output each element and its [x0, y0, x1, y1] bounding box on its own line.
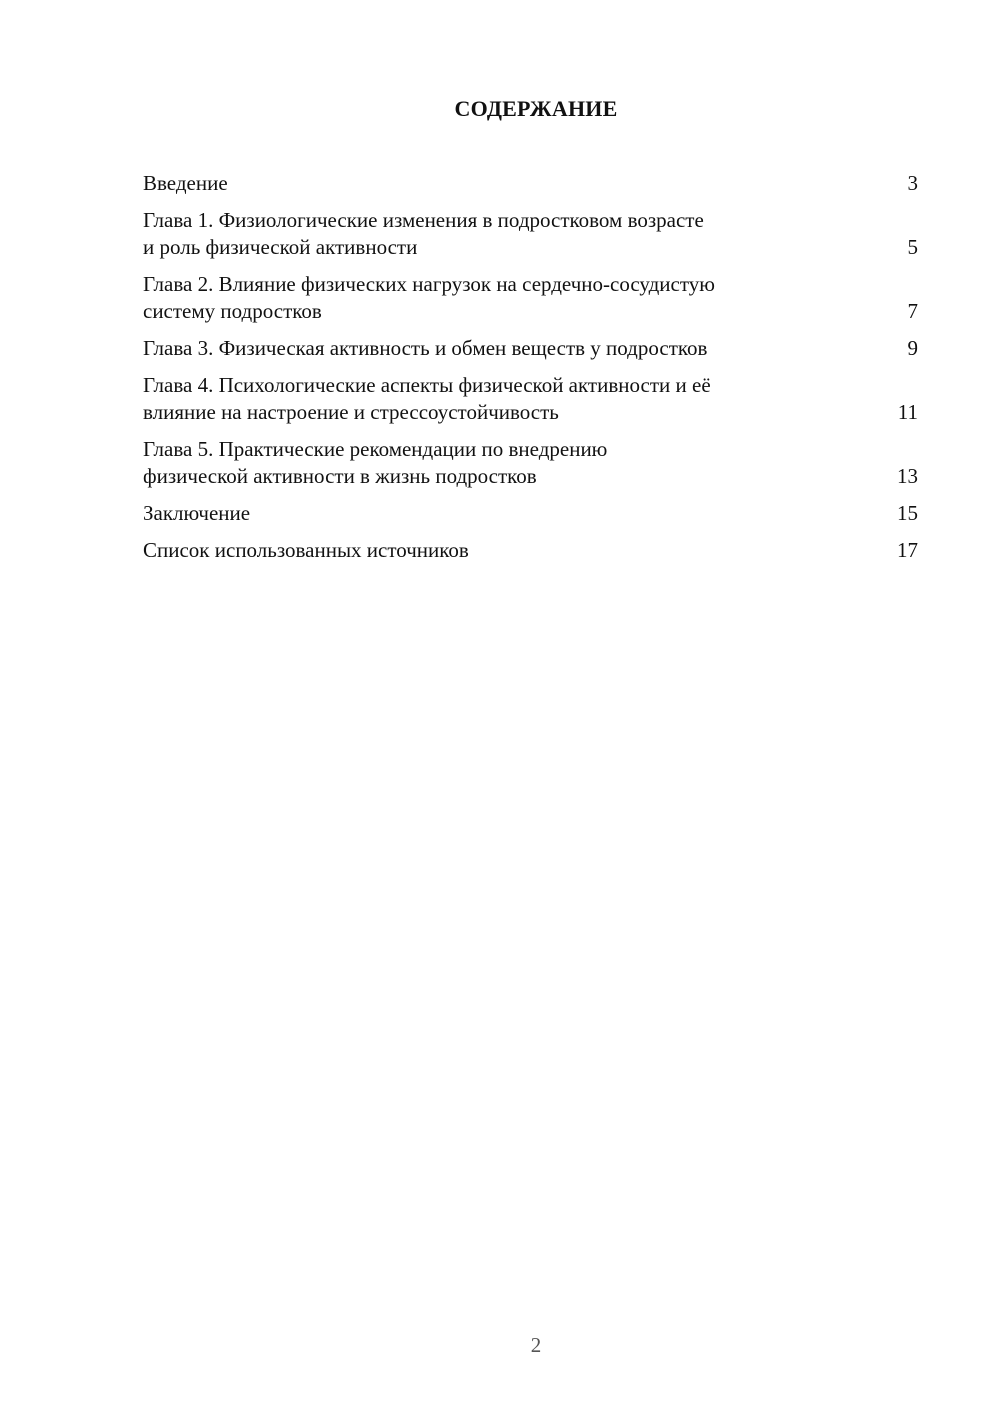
toc-entry-title — [143, 335, 833, 362]
toc-entry-page: 5 — [907, 235, 918, 259]
toc-entry-chapter-3[interactable] — [143, 335, 918, 362]
toc-entry-page: 3 — [907, 171, 918, 195]
toc-entry-title — [143, 207, 833, 261]
toc-entry-page: 7 — [907, 299, 918, 323]
toc-entry-page: 13 — [897, 464, 918, 488]
toc-entry-title — [143, 170, 833, 197]
toc-entry-chapter-2[interactable] — [143, 271, 918, 325]
toc-entry-title — [143, 500, 833, 527]
toc-entry-line: Глава 5. Практические рекомендации по внедрению — [143, 437, 608, 461]
toc-entry-line: физической активности в жизнь подростков — [143, 464, 537, 488]
toc-entry-line: систему подростков — [143, 299, 322, 323]
toc-entry-conclusion[interactable] — [143, 500, 918, 527]
toc-entry-line: Глава 4. Психологические аспекты физической активности и её — [143, 373, 711, 397]
toc-entry-page: 17 — [897, 538, 918, 562]
toc-entry-line: Глава 2. Влияние физических нагрузок на сердечно-сосудистую — [143, 272, 715, 296]
toc-entry-line: Глава 3. Физическая активность и обмен веществ у подростков — [143, 336, 708, 360]
toc-entry-line: Введение — [143, 171, 228, 195]
toc-entry-title — [143, 537, 833, 564]
toc-entry-line: Список использованных источников — [143, 538, 469, 562]
toc-list — [143, 170, 918, 574]
toc-entry-title — [143, 372, 833, 426]
toc-entry-title — [143, 271, 833, 325]
toc-entry-chapter-1[interactable] — [143, 207, 918, 261]
toc-entry-page: 15 — [897, 501, 918, 525]
toc-entry-page: 9 — [907, 336, 918, 360]
toc-entry-introduction[interactable] — [143, 170, 918, 197]
toc-entry-chapter-5[interactable] — [143, 436, 918, 490]
toc-entry-line: и роль физической активности — [143, 235, 418, 259]
toc-entry-page: 11 — [897, 400, 918, 424]
toc-entry-title — [143, 436, 833, 490]
toc-entry-chapter-4[interactable] — [143, 372, 918, 426]
toc-entry-line: Глава 1. Физиологические изменения в подростковом возрасте — [143, 208, 704, 232]
page-number: 2 — [530, 1333, 542, 1357]
toc-title: СОДЕРЖАНИЕ — [454, 96, 618, 121]
toc-entry-line: влияние на настроение и стрессоустойчивость — [143, 400, 559, 424]
toc-entry-references[interactable] — [143, 537, 918, 564]
toc-entry-line: Заключение — [143, 501, 251, 525]
